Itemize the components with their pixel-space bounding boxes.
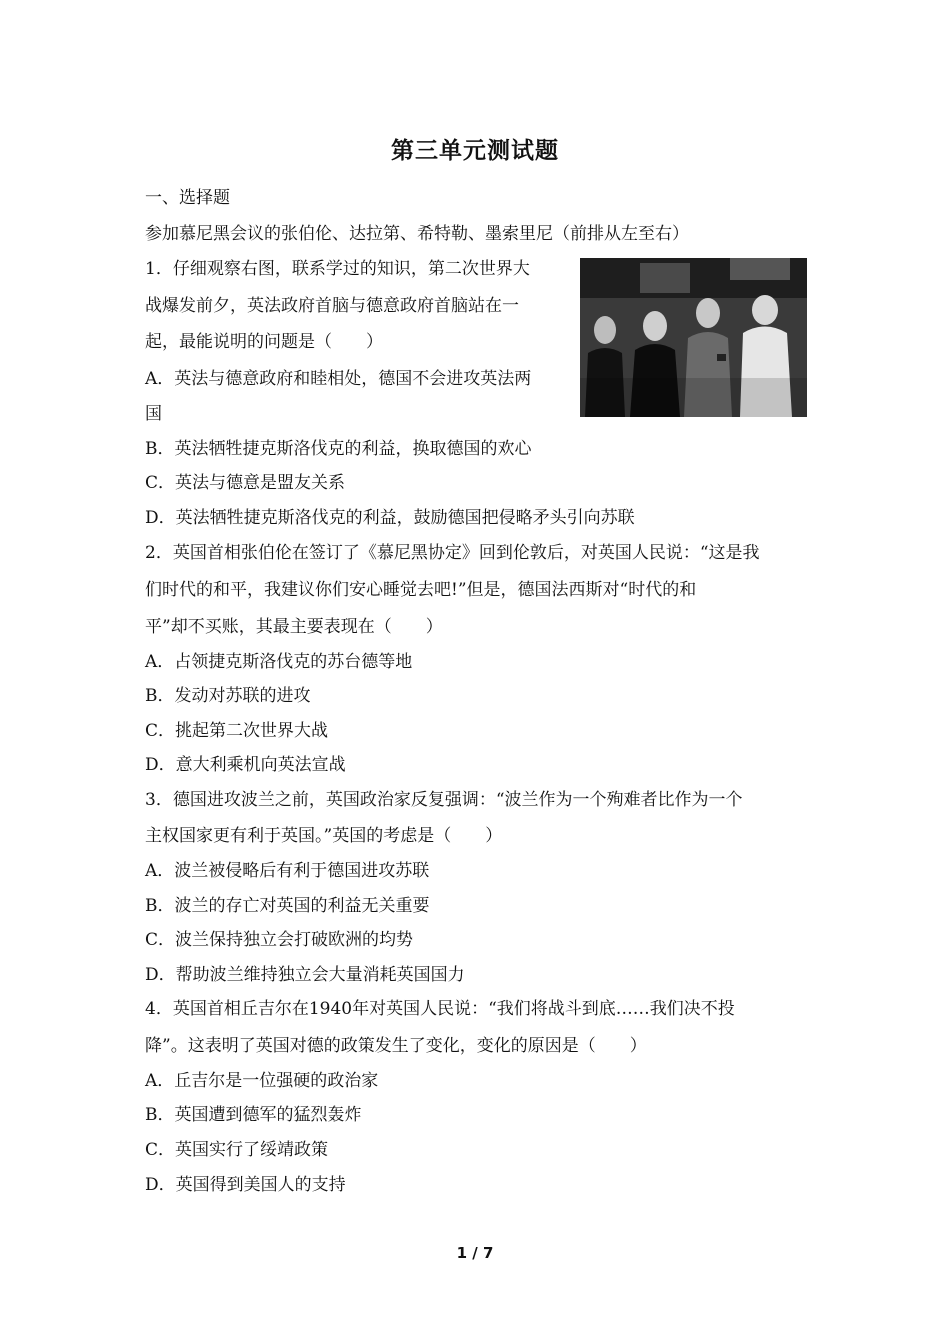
q2-option-c: C．挑起第二次世界大战 <box>145 721 329 741</box>
q2-stem-line1: 2．英国首相张伯伦在签订了《慕尼黑协定》回到伦敦后，对英国人民说：“这是我 <box>145 543 760 563</box>
q1-option-a-line1: A．英法与德意政府和睦相处，德国不会进攻英法两 <box>145 369 532 389</box>
q2-option-b: B．发动对苏联的进攻 <box>145 686 311 706</box>
q3-stem-line2: 主权国家更有利于英国。”英国的考虑是（ ） <box>145 826 503 846</box>
q3-option-d: D．帮助波兰维持独立会大量消耗英国国力 <box>145 965 465 985</box>
munich-conference-photo <box>580 258 807 417</box>
q3-option-a: A．波兰被侵略后有利于德国进攻苏联 <box>145 861 430 881</box>
q4-option-b: B．英国遭到德军的猛烈轰炸 <box>145 1105 362 1125</box>
q2-stem-line2: 们时代的和平，我建议你们安心睡觉去吧!”但是，德国法西斯对“时代的和 <box>145 580 697 600</box>
photo-caption: 参加慕尼黑会议的张伯伦、达拉第、希特勒、墨索里尼（前排从左至右） <box>145 224 689 244</box>
q2-option-d: D．意大利乘机向英法宣战 <box>145 755 346 775</box>
q1-option-a-line2: 国 <box>145 404 162 424</box>
q1-stem-line3: 起，最能说明的问题是（ ） <box>145 332 383 352</box>
q3-option-b: B．波兰的存亡对英国的利益无关重要 <box>145 896 430 916</box>
q2-option-a: A．占领捷克斯洛伐克的苏台德等地 <box>145 652 413 672</box>
page-number: 1 / 7 <box>456 1244 494 1262</box>
q1-option-c: C．英法与德意是盟友关系 <box>145 473 346 493</box>
q1-stem-line2: 战爆发前夕，英法政府首脑与德意政府首脑站在一 <box>145 296 519 316</box>
q1-option-d: D．英法牺牲捷克斯洛伐克的利益，鼓励德国把侵略矛头引向苏联 <box>145 508 635 528</box>
section-heading: 一、选择题 <box>145 188 230 208</box>
page-title: 第三单元测试题 <box>391 138 559 164</box>
q3-option-c: C．波兰保持独立会打破欧洲的均势 <box>145 930 414 950</box>
q4-option-a: A．丘吉尔是一位强硬的政治家 <box>145 1071 379 1091</box>
q1-stem-line1: 1．仔细观察右图，联系学过的知识，第二次世界大 <box>145 259 530 279</box>
q3-stem-line1: 3．德国进攻波兰之前，英国政治家反复强调：“波兰作为一个殉难者比作为一个 <box>145 790 743 810</box>
q4-option-d: D．英国得到美国人的支持 <box>145 1175 346 1195</box>
q4-option-c: C．英国实行了绥靖政策 <box>145 1140 329 1160</box>
q1-option-b: B．英法牺牲捷克斯洛伐克的利益，换取德国的欢心 <box>145 439 532 459</box>
photo-image <box>580 258 807 417</box>
q4-stem-line1: 4．英国首相丘吉尔在1940年对英国人民说：“我们将战斗到底……我们决不投 <box>145 999 735 1019</box>
q2-stem-line3: 平”却不买账，其最主要表现在（ ） <box>145 617 443 637</box>
q4-stem-line2: 降”。这表明了英国对德的政策发生了变化，变化的原因是（ ） <box>145 1036 647 1056</box>
